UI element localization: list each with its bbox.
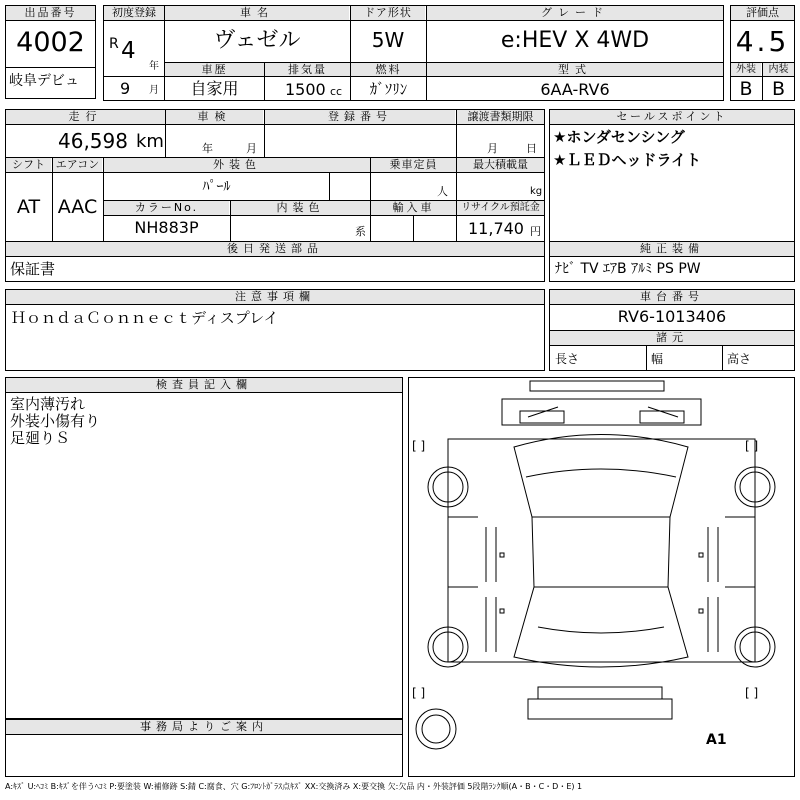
capacity-unit: 人 <box>437 185 448 198</box>
model-label: 型式 <box>427 63 723 76</box>
damage-mark: A1 <box>706 732 727 748</box>
width-label: 幅 <box>651 352 664 366</box>
equipment: ﾅﾋﾞ TV ｴｱB ｱﾙﾐ PS PW <box>555 261 701 277</box>
model-code: 6AA-RV6 <box>540 80 610 99</box>
inspector-line-1: 室内薄汚れ <box>10 395 86 413</box>
equipment-label: 純正装備 <box>550 242 794 256</box>
sales-point-2: ★ＬＥＤヘッドライト <box>553 151 701 169</box>
color-no: NH883P <box>134 218 199 237</box>
transfer-day-unit: 日 <box>526 142 537 155</box>
chassis-number: RV6-1013406 <box>617 307 727 326</box>
car-diagram <box>408 377 795 777</box>
ext-color: ﾊﾟｰﾙ <box>202 179 231 195</box>
recycle-unit: 円 <box>530 225 541 238</box>
overall-score: 4.5 <box>735 25 790 58</box>
later-parts-label: 後日発送部品 <box>6 242 544 256</box>
transfer-deadline-label: 譲渡書類期限 <box>457 110 544 124</box>
inspection-month-unit: 月 <box>246 142 257 155</box>
door-type: 5W <box>371 28 405 52</box>
reg-month-unit: 月 <box>149 85 159 96</box>
lot-number-label: 出品番号 <box>6 6 95 20</box>
displacement-label: 排気量 <box>265 63 350 76</box>
displacement: 1500 <box>285 80 326 99</box>
shift-label: シフト <box>6 158 51 172</box>
capacity-label: 乗車定員 <box>371 158 456 172</box>
reg-month: 9 <box>120 79 131 98</box>
max-load-label: 最大積載量 <box>457 158 544 172</box>
venue-name: 岐阜デビュ <box>9 73 79 89</box>
fuel-label: 燃料 <box>351 63 426 76</box>
height-label: 高さ <box>727 352 752 366</box>
inspection-label: 車検 <box>166 110 263 124</box>
diagram-bracket-right-top: [ ] <box>745 439 759 453</box>
recycle-fee: 11,740 <box>468 219 524 238</box>
inspector-line-3: 足廻りＳ <box>10 429 71 447</box>
history-label: 車歴 <box>165 63 264 76</box>
mileage: 46,598 <box>58 129 128 153</box>
color-no-label: カラーNo. <box>104 201 229 215</box>
legend: A:ｷｽﾞ U:ﾍｺﾐ B:ｷｽﾞを伴うﾍｺﾐ P:要塗装 W:補修跡 S:錆 C:腐食、穴 G:ﾌﾛﾝﾄｶﾞﾗｽ点ｷｽﾞ XX:交換済み X:要交換 欠:欠品 内・外装評価 5段階ﾗﾝｸ順(A・B・C・D・E) 1 <box>5 782 583 791</box>
exterior-grade: B <box>739 78 753 100</box>
int-color-unit: 系 <box>355 225 366 238</box>
era-mark: R <box>109 36 119 52</box>
import-label: 輸入車 <box>371 201 456 215</box>
grade: e:HEV X 4WD <box>500 28 650 53</box>
displacement-unit: cc <box>330 85 343 98</box>
vehicle-history: 自家用 <box>190 79 239 98</box>
int-color-label: 内装色 <box>231 201 370 215</box>
notes-label: 注意事項欄 <box>6 290 544 304</box>
shift: AT <box>16 196 41 218</box>
exterior-label: 外装 <box>731 63 761 76</box>
length-label: 長さ <box>555 352 580 366</box>
diagram-bracket-left-bottom: [ ] <box>412 686 426 700</box>
door-label: ドア形状 <box>351 6 425 20</box>
lot-number: 4002 <box>16 27 85 58</box>
inspector-label: 検査員記入欄 <box>6 378 402 392</box>
office-label: 事務局よりご案内 <box>6 720 402 734</box>
transfer-month-unit: 月 <box>487 142 498 155</box>
interior-grade: B <box>771 78 786 100</box>
recycle-label: リサイクル預託金 <box>457 201 544 215</box>
first-registration-label: 初度登録 <box>104 6 164 20</box>
reg-number-label: 登録番号 <box>265 110 455 124</box>
reg-year: 4 <box>121 38 136 64</box>
car-name-label: 車名 <box>165 6 349 20</box>
air-conditioner: AAC <box>57 196 98 218</box>
max-load-unit: kg <box>530 186 543 197</box>
reg-year-unit: 年 <box>149 61 159 72</box>
car-name: ヴェゼル <box>213 28 301 53</box>
chassis-label: 車台番号 <box>550 290 794 304</box>
mileage-label: 走行 <box>6 110 165 124</box>
ac-label: エアコン <box>53 158 102 172</box>
sales-point-label: セールスポイント <box>550 110 794 124</box>
mileage-unit: km <box>136 131 164 152</box>
grade-label: グレード <box>427 6 723 20</box>
sales-point-1: ★ホンダセンシング <box>553 128 685 146</box>
spec-label: 諸元 <box>550 331 794 345</box>
score-label: 評価点 <box>731 6 794 20</box>
diagram-bracket-left-top: [ ] <box>412 439 426 453</box>
fuel: ｶﾞｿﾘﾝ <box>369 80 408 98</box>
interior-label: 内装 <box>763 63 794 76</box>
ext-color-label: 外装色 <box>104 158 370 172</box>
notes-text: ＨｏｎｄａＣｏｎｎｅｃｔディスプレイ <box>11 309 279 327</box>
inspector-line-2: 外装小傷有り <box>10 412 101 430</box>
diagram-bracket-right-bottom: [ ] <box>745 686 759 700</box>
inspection-year-unit: 年 <box>202 142 213 155</box>
later-parts: 保証書 <box>10 260 56 278</box>
